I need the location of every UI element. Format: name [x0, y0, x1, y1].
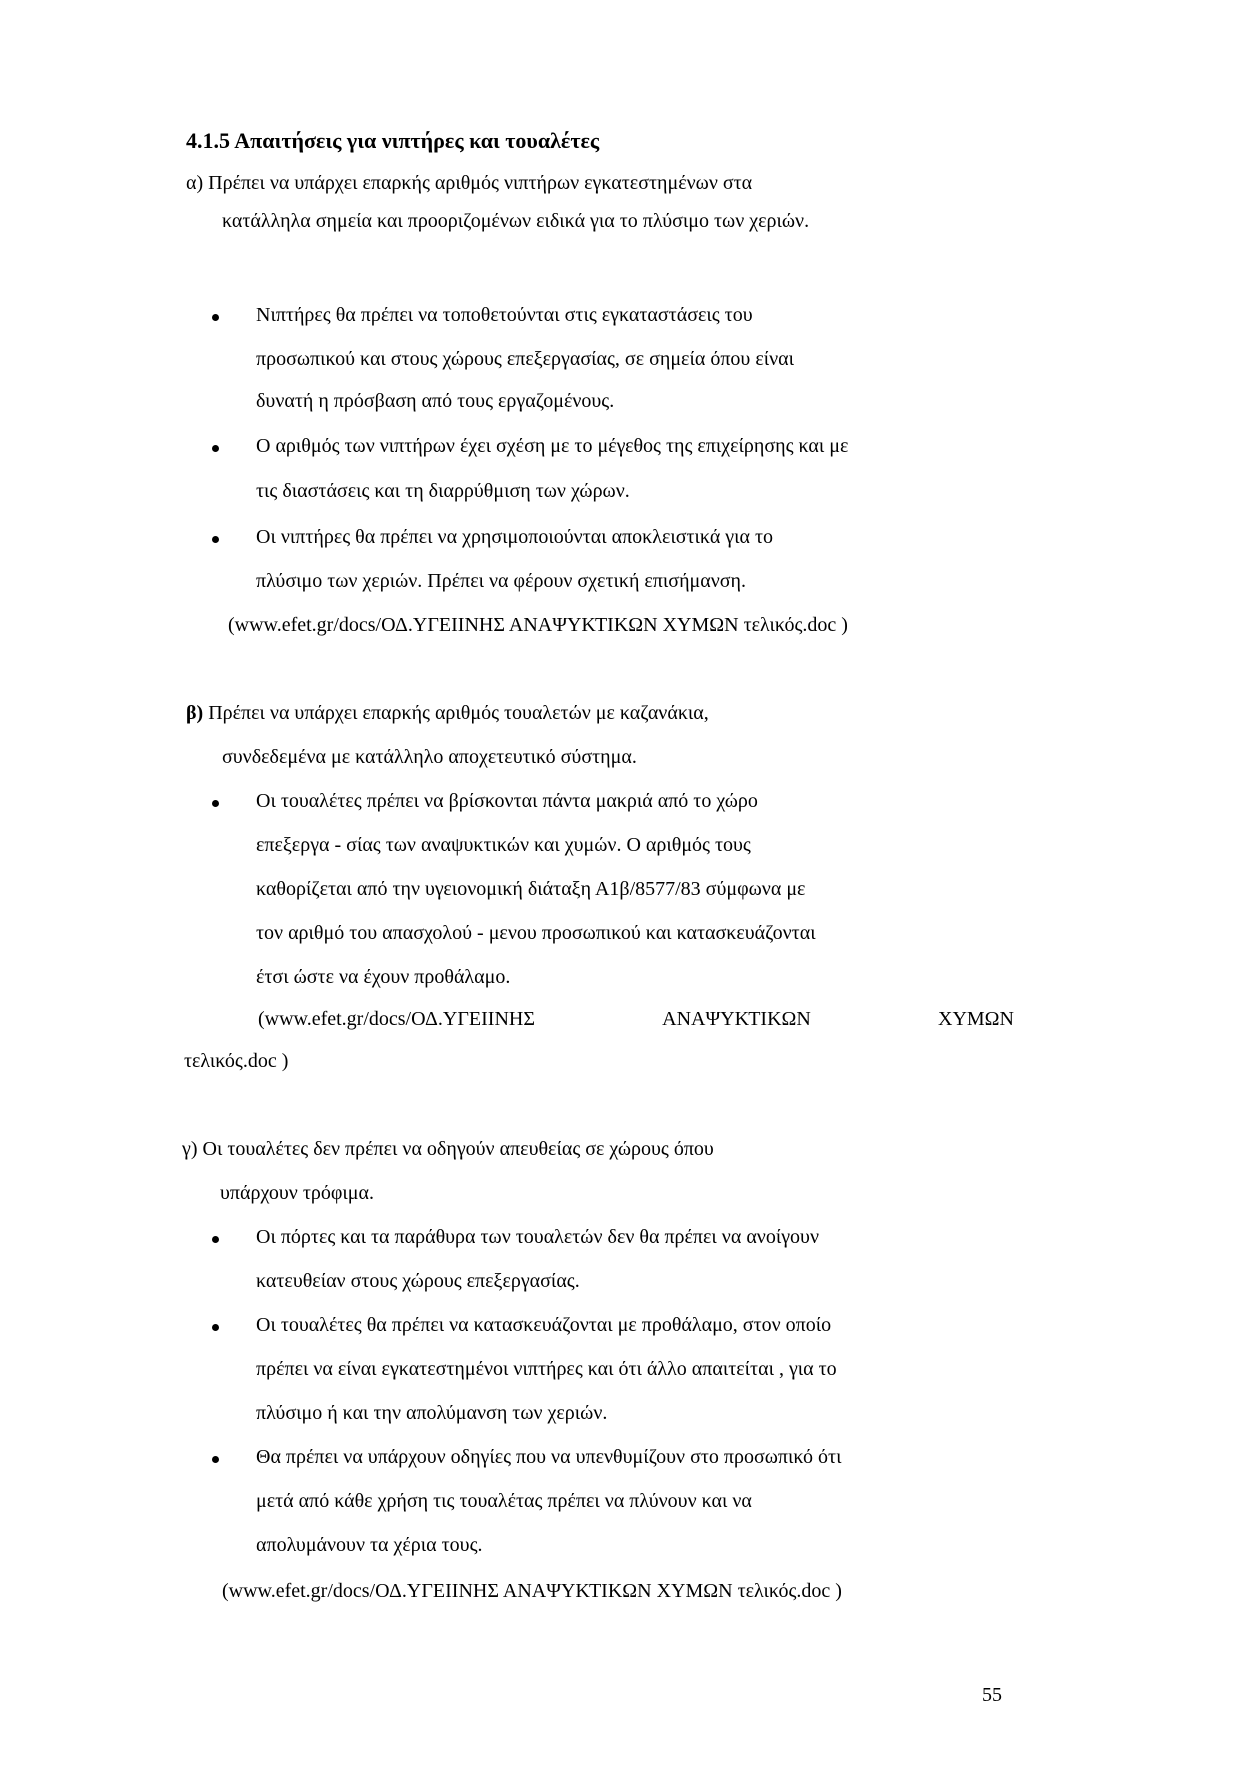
bullet-b1-line-3: καθορίζεται από την υγειονομική διάταξη Α1β/8577/83 σύμφωνα με: [256, 878, 806, 900]
para-a-line-1: α) Πρέπει να υπάρχει επαρκής αριθμός νιπτήρων εγκατεστημένων στα: [186, 172, 753, 194]
para-b-line-1: [186, 700, 709, 726]
para-b-line-2: συνδεδεμένα με κατάλληλο αποχετευτικό σύστημα.: [222, 746, 637, 768]
reference-b-part-2: ΑΝΑΨΥΚΤΙΚΩΝ: [662, 1008, 811, 1030]
bullet-c2-line-2: πρέπει να είναι εγκατεστημένοι νιπτήρες και ότι άλλο απαιτείται , για το: [256, 1358, 837, 1380]
bullet-dot: [212, 314, 219, 321]
bullet-a3-line-1: Οι νιπτήρες θα πρέπει να χρησιμοποιούνται αποκλειστικά για το: [256, 526, 774, 548]
bullet-a1-line-1: Νιπτήρες θα πρέπει να τοποθετούνται στις εγκαταστάσεις του: [256, 304, 753, 326]
bullet-dot: [212, 536, 219, 543]
para-a-line-2: κατάλληλα σημεία και προοριζομένων ειδικά για το πλύσιμο των χεριών.: [222, 210, 810, 232]
para-c-line-1: γ) Οι τουαλέτες δεν πρέπει να οδηγούν απευθείας σε χώρους όπου: [182, 1138, 714, 1160]
bullet-c2-line-1: Οι τουαλέτες θα πρέπει να κατασκευάζονται με προθάλαμο, στον οποίο: [256, 1314, 832, 1336]
reference-c: (www.efet.gr/docs/ΟΔ.ΥΓΕΙΙΝΗΣ ΑΝΑΨΥΚΤΙΚΩΝ ΧΥΜΩΝ τελικός.doc ): [222, 1580, 842, 1602]
section-heading: 4.1.5 Απαιτήσεις για νιπτήρες και τουαλέτες: [186, 128, 600, 153]
bullet-c2-line-3: πλύσιμο ή και την απολύμανση των χεριών.: [256, 1402, 608, 1424]
para-b-text: Πρέπει να υπάρχει επαρκής αριθμός τουαλετών με καζανάκια,: [208, 702, 709, 724]
bullet-c3-line-1: Θα πρέπει να υπάρχουν οδηγίες που να υπενθυμίζουν στο προσωπικό ότι: [256, 1446, 842, 1468]
bullet-a3-line-2: πλύσιμο των χεριών. Πρέπει να φέρουν σχετική επισήμανση.: [256, 570, 747, 592]
para-c-line-2: υπάρχουν τρόφιμα.: [220, 1182, 374, 1204]
reference-b-part-1: (www.efet.gr/docs/ΟΔ.ΥΓΕΙΙΝΗΣ: [258, 1008, 535, 1030]
reference-b-line-2: τελικός.doc ): [184, 1050, 289, 1072]
bullet-b1-line-5: έτσι ώστε να έχουν προθάλαμο.: [256, 966, 511, 988]
page-number: 55: [982, 1684, 1002, 1706]
bullet-dot: [212, 1236, 219, 1243]
bullet-a2-line-1: Ο αριθμός των νιπτήρων έχει σχέση με το μέγεθος της επιχείρησης και με: [256, 435, 849, 457]
bullet-c1-line-2: κατευθείαν στους χώρους επεξεργασίας.: [256, 1270, 580, 1292]
bullet-dot: [212, 445, 219, 452]
bullet-b1-line-2: επεξεργα - σίας των αναψυκτικών και χυμών. Ο αριθμός τους: [256, 834, 751, 856]
bullet-dot: [212, 800, 219, 807]
bullet-a1-line-2: προσωπικού και στους χώρους επεξεργασίας, σε σημεία όπου είναι: [256, 348, 794, 370]
bullet-dot: [212, 1324, 219, 1331]
bullet-c3-line-2: μετά από κάθε χρήση τις τουαλέτας πρέπει να πλύνουν και να: [256, 1490, 752, 1512]
bullet-dot: [212, 1456, 219, 1463]
reference-a: (www.efet.gr/docs/ΟΔ.ΥΓΕΙΙΝΗΣ ΑΝΑΨΥΚΤΙΚΩΝ ΧΥΜΩΝ τελικός.doc ): [228, 614, 848, 636]
para-b-label: β): [186, 702, 204, 724]
reference-b-line-1: [258, 1006, 1014, 1032]
bullet-c3-line-3: απολυμάνουν τα χέρια τους.: [256, 1534, 483, 1556]
bullet-a2-line-2: τις διαστάσεις και τη διαρρύθμιση των χώρων.: [256, 480, 630, 502]
bullet-b1-line-1: Οι τουαλέτες πρέπει να βρίσκονται πάντα μακριά από το χώρο: [256, 790, 758, 812]
bullet-b1-line-4: τον αριθμό του απασχολού - μενου προσωπικού και κατασκευάζονται: [256, 922, 816, 944]
bullet-c1-line-1: Οι πόρτες και τα παράθυρα των τουαλετών δεν θα πρέπει να ανοίγουν: [256, 1226, 819, 1248]
bullet-a1-line-3: δυνατή η πρόσβαση από τους εργαζομένους.: [256, 390, 615, 412]
reference-b-part-3: ΧΥΜΩΝ: [938, 1008, 1014, 1030]
